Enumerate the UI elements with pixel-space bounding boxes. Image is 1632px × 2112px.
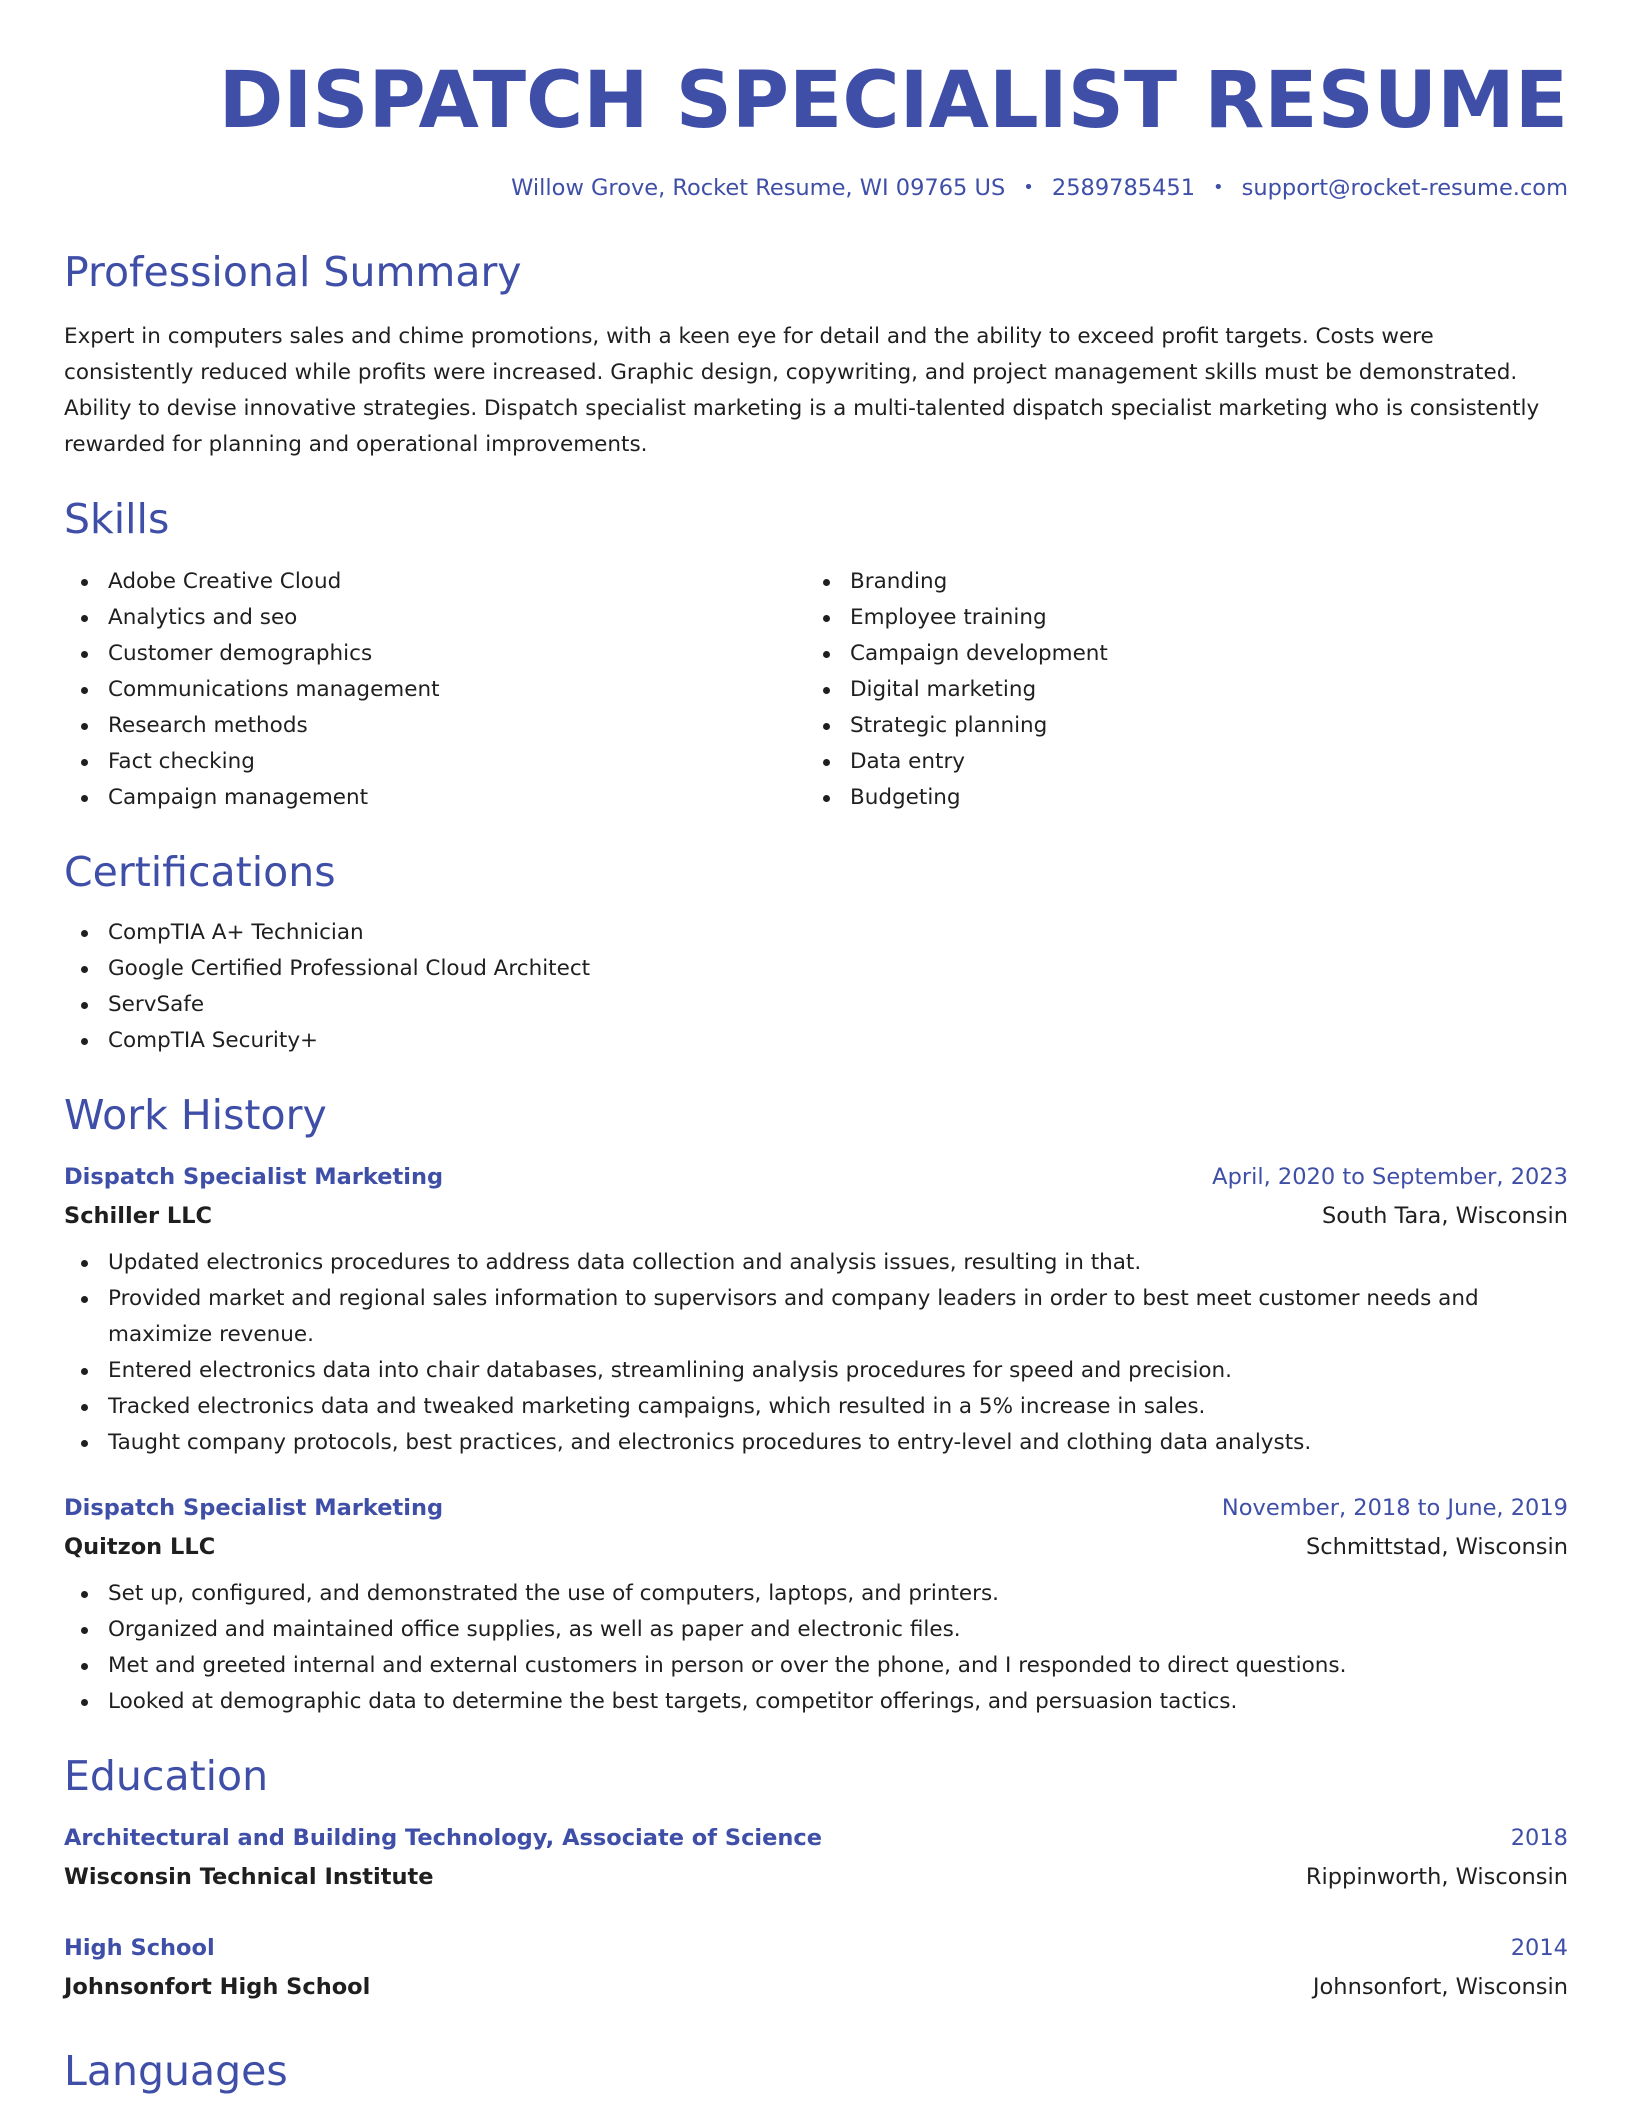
- work-entry-header: [64, 1163, 1568, 1190]
- graduation-year: 2018: [1510, 1824, 1568, 1851]
- certification-item: ServSafe: [64, 987, 1568, 1023]
- degree-name: High School: [64, 1934, 215, 1961]
- contact-separator: •: [1213, 177, 1224, 199]
- skill-item: Data entry: [806, 744, 1548, 780]
- skill-item: Budgeting: [806, 780, 1548, 816]
- skill-item: Strategic planning: [806, 708, 1548, 744]
- languages-heading: Languages: [64, 2046, 288, 2095]
- skill-item: Communications management: [64, 672, 806, 708]
- skills-list-left: [64, 564, 806, 816]
- education-heading: Education: [64, 1751, 269, 1800]
- job-bullets: [64, 1245, 1568, 1461]
- graduation-year: 2014: [1510, 1934, 1568, 1961]
- work-entry-subheader: [64, 1205, 1568, 1228]
- work-entry: [64, 1163, 1568, 1461]
- job-bullets: [64, 1576, 1568, 1720]
- skill-item: Campaign management: [64, 780, 806, 816]
- contact-email: support@rocket-resume.com: [1241, 175, 1568, 201]
- work-history-heading: Work History: [64, 1090, 327, 1139]
- skill-item: Branding: [806, 564, 1548, 600]
- skills-heading: Skills: [64, 494, 170, 543]
- education-entry-subheader: [64, 1866, 1568, 1889]
- certifications-list: [64, 915, 1568, 1059]
- school-name: Wisconsin Technical Institute: [64, 1864, 434, 1890]
- degree-name: Architectural and Building Technology, Associate of Science: [64, 1824, 823, 1851]
- certifications-heading: Certifications: [64, 847, 336, 896]
- job-bullet: Provided market and regional sales information to supervisors and company leaders in order to best meet customer needs and maximize revenue.: [64, 1281, 1568, 1353]
- work-entry: [64, 1494, 1568, 1720]
- job-dates: April, 2020 to September, 2023: [1212, 1163, 1568, 1190]
- skill-item: Research methods: [64, 708, 806, 744]
- job-bullet: Entered electronics data into chair databases, streamlining analysis procedures for speed and precision.: [64, 1353, 1568, 1389]
- contact-phone: 2589785451: [1051, 175, 1196, 201]
- certification-item: Google Certified Professional Cloud Architect: [64, 951, 1568, 987]
- skill-item: Adobe Creative Cloud: [64, 564, 806, 600]
- skill-item: Fact checking: [64, 744, 806, 780]
- job-bullet: Met and greeted internal and external customers in person or over the phone, and I responded to direct questions.: [64, 1648, 1568, 1684]
- job-title: Dispatch Specialist Marketing: [64, 1494, 444, 1521]
- school-location: Rippinworth, Wisconsin: [1305, 1864, 1568, 1890]
- job-bullet: Updated electronics procedures to address data collection and analysis issues, resulting in that.: [64, 1245, 1568, 1281]
- job-dates: November, 2018 to June, 2019: [1221, 1494, 1568, 1521]
- job-title: Dispatch Specialist Marketing: [64, 1163, 444, 1190]
- contact-address: Willow Grove, Rocket Resume, WI 09765 US: [511, 175, 1006, 201]
- job-location: South Tara, Wisconsin: [1321, 1203, 1568, 1229]
- work-entry-header: [64, 1494, 1568, 1521]
- education-entry-header: [64, 1934, 1568, 1961]
- certification-item: CompTIA Security+: [64, 1023, 1568, 1059]
- resume-title: DISPATCH SPECIALIST RESUME: [218, 56, 1568, 146]
- contact-line: [64, 177, 1568, 200]
- company-name: Schiller LLC: [64, 1203, 213, 1229]
- contact-separator: •: [1023, 177, 1034, 199]
- skills-list-right: [806, 564, 1548, 816]
- education-entry-header: [64, 1824, 1568, 1851]
- job-bullet: Organized and maintained office supplies, as well as paper and electronic files.: [64, 1612, 1568, 1648]
- job-location: Schmittstad, Wisconsin: [1305, 1534, 1568, 1560]
- skill-item: Campaign development: [806, 636, 1548, 672]
- summary-text: Expert in computers sales and chime promotions, with a keen eye for detail and the ability to exceed profit targets. Costs were consistently reduced while profits were increased. Graphic design, copywriting, and project management skills must be demonstrated. Ability to devise innovative strategies. Dispatch specialist marketing is a multi-talented dispatch specialist marketing who is consistently rewarded for planning and operational improvements.: [64, 323, 1540, 457]
- education-entry: [64, 1824, 1568, 1890]
- skill-item: Customer demographics: [64, 636, 806, 672]
- education-entry: [64, 1934, 1568, 2000]
- company-name: Quitzon LLC: [64, 1534, 216, 1560]
- skill-item: Digital marketing: [806, 672, 1548, 708]
- skills-columns: [64, 564, 1568, 816]
- job-bullet: Looked at demographic data to determine the best targets, competitor offerings, and persuasion tactics.: [64, 1684, 1568, 1720]
- job-bullet: Taught company protocols, best practices, and electronics procedures to entry-level and clothing data analysts.: [64, 1425, 1568, 1461]
- school-location: Johnsonfort, Wisconsin: [1312, 1974, 1568, 2000]
- work-entry-subheader: [64, 1536, 1568, 1559]
- education-entry-subheader: [64, 1976, 1568, 1999]
- skill-item: Employee training: [806, 600, 1548, 636]
- job-bullet: Tracked electronics data and tweaked marketing campaigns, which resulted in a 5% increase in sales.: [64, 1389, 1568, 1425]
- summary-heading: Professional Summary: [64, 247, 522, 296]
- job-bullet: Set up, configured, and demonstrated the use of computers, laptops, and printers.: [64, 1576, 1568, 1612]
- certification-item: CompTIA A+ Technician: [64, 915, 1568, 951]
- school-name: Johnsonfort High School: [64, 1974, 371, 2000]
- skill-item: Analytics and seo: [64, 600, 806, 636]
